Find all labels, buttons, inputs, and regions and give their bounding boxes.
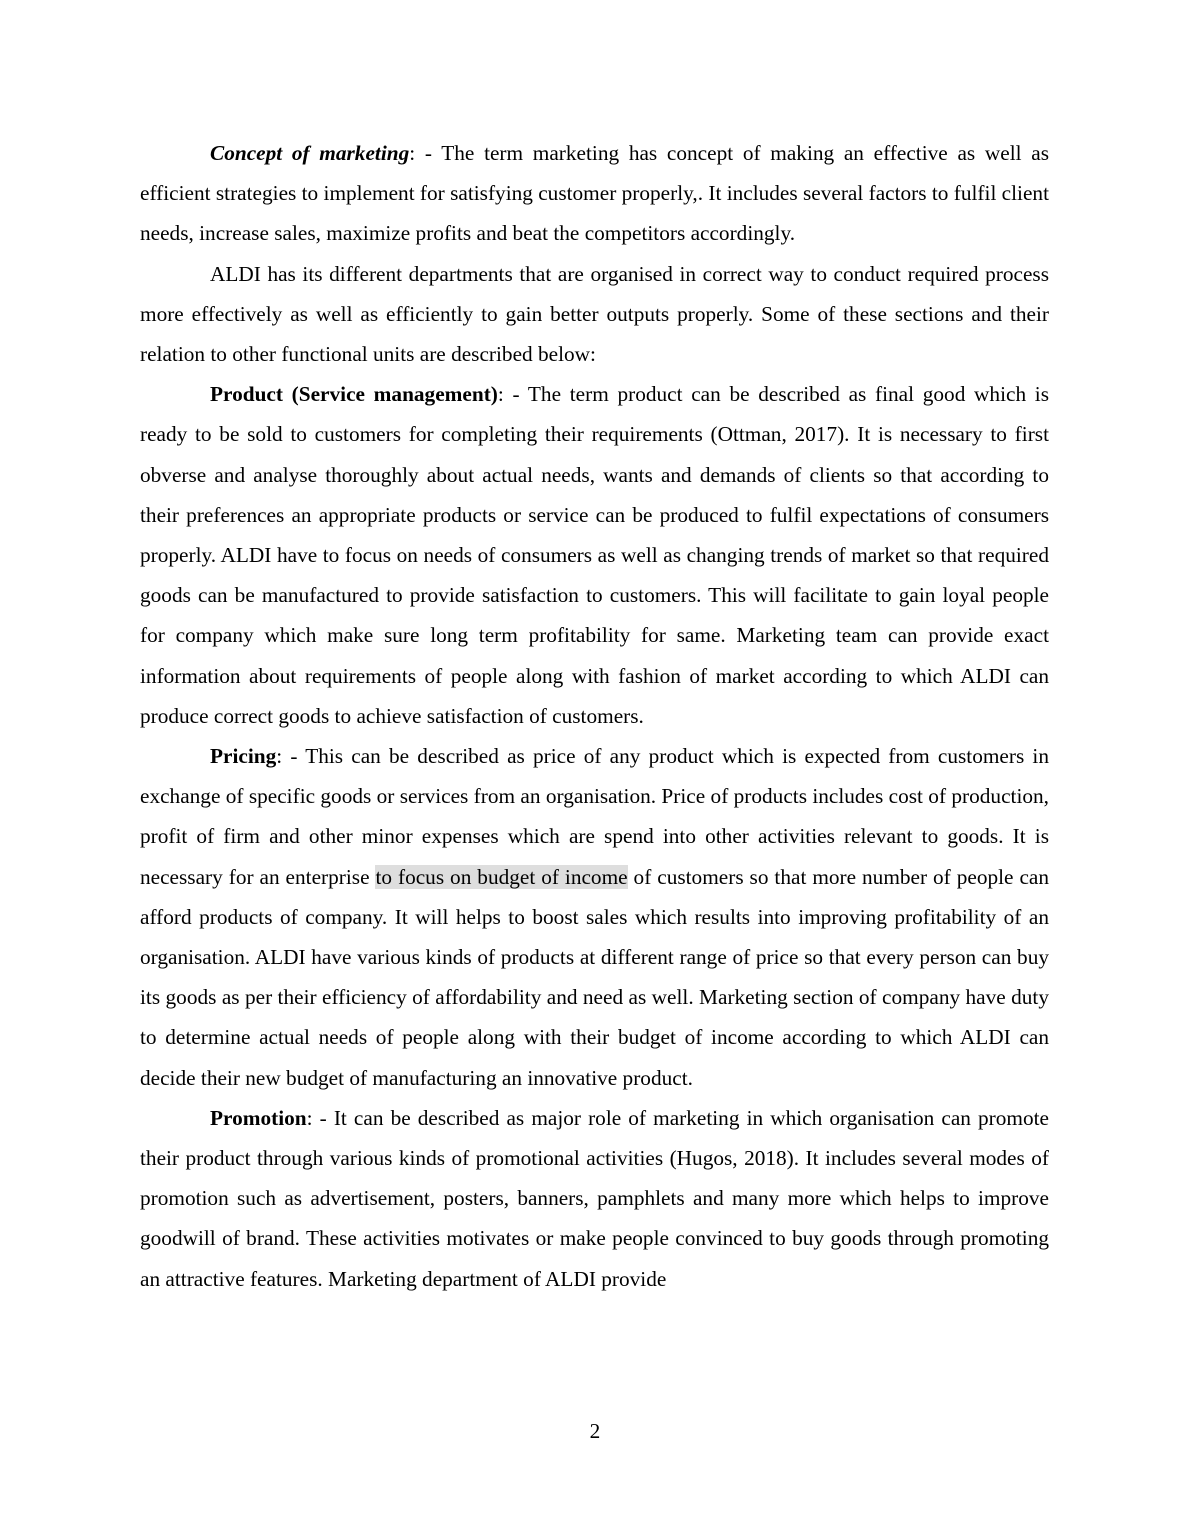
paragraph-concept-of-marketing bbox=[140, 133, 1049, 254]
paragraph-text: : - It can be described as major role of marketing in which organisation can promote their product through various kinds of promotional activities (Hugos, 2018). It includes several modes of promotion such as advertisement, posters, banners, pamphlets and many more which helps to improve goodwill of brand. These activities motivates or make people convinced to buy goods through promoting an attractive features. Marketing department of ALDI provide bbox=[140, 1105, 1049, 1291]
paragraph-product bbox=[140, 374, 1049, 736]
heading-promotion: Promotion bbox=[210, 1105, 307, 1130]
heading-product: Product (Service management) bbox=[210, 382, 498, 407]
paragraph-text: : - This can be described as price of any product which is expected from customers in exchange of specific goods or services from an organisation. Price of products includes cost of production, profit of firm and other minor expenses which are spend into other activities relevant to goods. It is necessary for an enterprise bbox=[140, 744, 1049, 889]
highlighted-text: to focus on budget of income bbox=[375, 864, 628, 889]
heading-concept-of-marketing: Concept of marketing bbox=[210, 141, 410, 165]
heading-pricing: Pricing bbox=[210, 744, 277, 769]
paragraph-pricing bbox=[140, 736, 1049, 1098]
page-number: 2 bbox=[589, 1419, 601, 1443]
paragraph-text: ALDI has its different departments that are organised in correct way to conduct required process more effectively as well as efficiently to gain better outputs properly. Some of these sections and their relation to other functional units are described below: bbox=[140, 261, 1049, 367]
document-body bbox=[140, 133, 1049, 1299]
paragraph-text: of customers so that more number of people can afford products of company. It will helps to boost sales which results into improving profitability of an organisation. ALDI have various kinds of products at different range of price so that every person can buy its goods as per their efficiency of affordability and need as well. Marketing section of company have duty to determine actual needs of people along with their budget of income according to which ALDI can decide their new budget of manufacturing an innovative product. bbox=[140, 864, 1049, 1090]
paragraph-text: : - The term product can be described as final good which is ready to be sold to customers for completing their requirements (Ottman, 2017). It is necessary to first obverse and analyse thoroughly about actual needs, wants and demands of clients so that according to their preferences an appropriate products or service can be produced to fulfil expectations of consumers properly. ALDI have to focus on needs of consumers as well as changing trends of market so that required goods can be manufactured to provide satisfaction to customers. This will facilitate to gain loyal people for company which make sure long term profitability for same. Marketing team can provide exact information about requirements of people along with fashion of market according to which ALDI can produce correct goods to achieve satisfaction of customers. bbox=[140, 382, 1050, 728]
paragraph-departments bbox=[140, 254, 1049, 375]
paragraph-text: : - The term marketing has concept of making an effective as well as efficient strategies to implement for satisfying customer properly,. It includes several factors to fulfil client needs, increase sales, maximize profits and beat the competitors accordingly. bbox=[140, 141, 1049, 246]
paragraph-promotion bbox=[140, 1098, 1049, 1299]
